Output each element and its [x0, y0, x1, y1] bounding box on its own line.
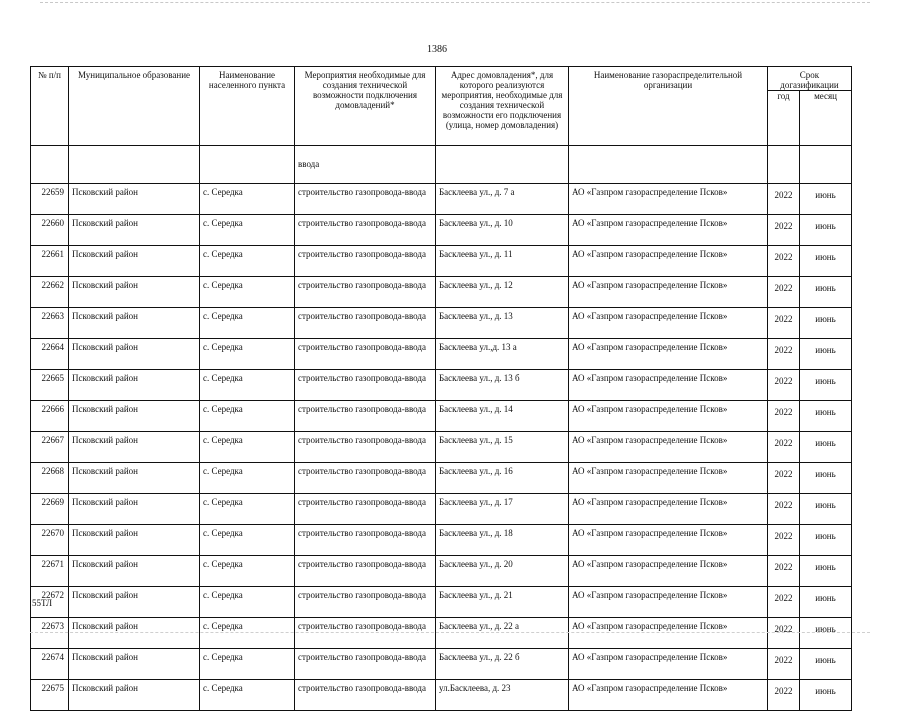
cell-year — [768, 680, 800, 711]
cell-measures: строительство газопровода-ввода — [295, 680, 436, 711]
cell-settlement: с. Середка — [200, 463, 295, 494]
cell-year — [768, 246, 800, 277]
cell-month: июнь — [800, 308, 852, 339]
cell-municipality: Псковский район — [69, 339, 200, 370]
cell-measures: строительство газопровода-ввода — [295, 525, 436, 556]
scan-artifact-top — [40, 2, 870, 3]
cell-municipality: Псковский район — [69, 680, 200, 711]
cell-address: Басклеева ул., д. 7 а — [436, 184, 569, 215]
cell-month: июнь — [800, 339, 852, 370]
cell-year — [768, 556, 800, 587]
cell-settlement: с. Середка — [200, 494, 295, 525]
cell-address: Басклеева ул., д. 12 — [436, 277, 569, 308]
cell-organization: АО «Газпром газораспределение Псков» — [569, 587, 768, 618]
cell-month: июнь — [800, 618, 852, 649]
cell-municipality: Псковский район — [69, 215, 200, 246]
cell-address: Басклеева ул., д. 14 — [436, 401, 569, 432]
cell-settlement: с. Середка — [200, 370, 295, 401]
cell-address: Басклеева ул., д. 21 — [436, 587, 569, 618]
cell-measures: строительство газопровода-ввода — [295, 339, 436, 370]
cell-num: 22662 — [31, 277, 69, 308]
cell-num: 22667 — [31, 432, 69, 463]
cell-month: июнь — [800, 556, 852, 587]
cell-organization: АО «Газпром газораспределение Псков» — [569, 277, 768, 308]
cell-municipality: Псковский район — [69, 463, 200, 494]
cell-municipality: Псковский район — [69, 618, 200, 649]
cell-num: 22673 — [31, 618, 69, 649]
cell-organization: АО «Газпром газораспределение Псков» — [569, 184, 768, 215]
table-row — [31, 246, 852, 277]
continuation-row — [31, 146, 852, 184]
cell-year — [768, 618, 800, 649]
cell-organization: АО «Газпром газораспределение Псков» — [569, 246, 768, 277]
table-row — [31, 401, 852, 432]
cell-measures: строительство газопровода-ввода — [295, 215, 436, 246]
cell-address: Басклеева ул., д. 22 а — [436, 618, 569, 649]
continuation-measures: ввода — [295, 146, 436, 184]
cell-address: Басклеева ул., д. 18 — [436, 525, 569, 556]
cell-address: Басклеева ул., д. 11 — [436, 246, 569, 277]
cell-municipality: Псковский район — [69, 525, 200, 556]
cell-settlement: с. Середка — [200, 184, 295, 215]
header-address: Адрес домовладения*, для которого реализуются мероприятия, необходимые для создания технической возможности его подключения (улица, номер домовладения) — [436, 67, 569, 146]
cell-num: 22665 — [31, 370, 69, 401]
cell-year-value: 2022 — [774, 593, 793, 603]
cell-settlement: с. Середка — [200, 246, 295, 277]
cell-measures: строительство газопровода-ввода — [295, 370, 436, 401]
table-row — [31, 184, 852, 215]
cell-organization: АО «Газпром газораспределение Псков» — [569, 494, 768, 525]
cell-settlement: с. Середка — [200, 401, 295, 432]
table-row — [31, 618, 852, 649]
footer-code: 55ТЛ — [32, 598, 53, 608]
cell-num: 22659 — [31, 184, 69, 215]
cell-num: 22664 — [31, 339, 69, 370]
cell-organization: АО «Газпром газораспределение Псков» — [569, 215, 768, 246]
table-row — [31, 587, 852, 618]
cell-year — [768, 401, 800, 432]
cell-measures: строительство газопровода-ввода — [295, 184, 436, 215]
cell-num: 22666 — [31, 401, 69, 432]
cell-month: июнь — [800, 494, 852, 525]
cell-num: 22661 — [31, 246, 69, 277]
table-row — [31, 649, 852, 680]
cell-municipality: Псковский район — [69, 246, 200, 277]
cell-month: июнь — [800, 432, 852, 463]
cell-address: Басклеева ул., д. 20 — [436, 556, 569, 587]
cell-month: июнь — [800, 401, 852, 432]
cell-year-value: 2022 — [774, 283, 793, 293]
cell-organization: АО «Газпром газораспределение Псков» — [569, 370, 768, 401]
cell-num: 22660 — [31, 215, 69, 246]
table-row — [31, 432, 852, 463]
gasification-table — [30, 66, 852, 711]
cell-num: 22675 — [31, 680, 69, 711]
cell-address: Басклеева ул., д. 16 — [436, 463, 569, 494]
cell-settlement: с. Середка — [200, 525, 295, 556]
cell-settlement: с. Середка — [200, 649, 295, 680]
cell-organization: АО «Газпром газораспределение Псков» — [569, 556, 768, 587]
cell-settlement: с. Середка — [200, 680, 295, 711]
cell-settlement: с. Середка — [200, 618, 295, 649]
cell-municipality: Псковский район — [69, 556, 200, 587]
cell-year — [768, 525, 800, 556]
cell-settlement: с. Середка — [200, 339, 295, 370]
cell-measures: строительство газопровода-ввода — [295, 277, 436, 308]
cell-year-value: 2022 — [774, 345, 793, 355]
header-num: № п/п — [31, 67, 69, 146]
cell-year-value: 2022 — [774, 252, 793, 262]
cell-address: Басклеева ул., д. 10 — [436, 215, 569, 246]
cell-month: июнь — [800, 680, 852, 711]
cell-month: июнь — [800, 649, 852, 680]
cell-year — [768, 587, 800, 618]
cell-measures: строительство газопровода-ввода — [295, 494, 436, 525]
scan-artifact-bottom — [30, 632, 870, 633]
cell-settlement: с. Середка — [200, 308, 295, 339]
cell-year — [768, 370, 800, 401]
cell-address: Басклеева ул., д. 13 — [436, 308, 569, 339]
cell-organization: АО «Газпром газораспределение Псков» — [569, 432, 768, 463]
cell-year-value: 2022 — [774, 500, 793, 510]
table-row — [31, 494, 852, 525]
cell-address: ул.Басклеева, д. 23 — [436, 680, 569, 711]
cell-year-value: 2022 — [774, 469, 793, 479]
cell-year — [768, 215, 800, 246]
cell-year — [768, 184, 800, 215]
cell-organization: АО «Газпром газораспределение Псков» — [569, 525, 768, 556]
cell-year-value: 2022 — [774, 531, 793, 541]
cell-month: июнь — [800, 525, 852, 556]
cell-year-value: 2022 — [774, 221, 793, 231]
cell-num: 22670 — [31, 525, 69, 556]
header-month: месяц — [800, 91, 852, 146]
cell-month: июнь — [800, 277, 852, 308]
table-row — [31, 370, 852, 401]
table-row — [31, 556, 852, 587]
cell-measures: строительство газопровода-ввода — [295, 618, 436, 649]
cell-municipality: Псковский район — [69, 587, 200, 618]
cell-organization: АО «Газпром газораспределение Псков» — [569, 649, 768, 680]
cell-year-value: 2022 — [774, 655, 793, 665]
cell-year-value: 2022 — [774, 686, 793, 696]
cell-address: Басклеева ул., д. 15 — [436, 432, 569, 463]
cell-measures: строительство газопровода-ввода — [295, 463, 436, 494]
cell-settlement: с. Середка — [200, 432, 295, 463]
cell-year — [768, 432, 800, 463]
cell-address: Басклеева ул., д. 17 — [436, 494, 569, 525]
table-row — [31, 525, 852, 556]
table-row — [31, 308, 852, 339]
cell-municipality: Псковский район — [69, 401, 200, 432]
cell-num: 22669 — [31, 494, 69, 525]
header-municipality: Муниципальное образование — [69, 67, 200, 146]
cell-settlement: с. Середка — [200, 556, 295, 587]
cell-municipality: Псковский район — [69, 494, 200, 525]
cell-municipality: Псковский район — [69, 649, 200, 680]
cell-year-value: 2022 — [774, 438, 793, 448]
cell-address: Басклеева ул.,д. 13 а — [436, 339, 569, 370]
cell-settlement: с. Середка — [200, 277, 295, 308]
cell-month: июнь — [800, 215, 852, 246]
cell-year — [768, 463, 800, 494]
cell-organization: АО «Газпром газораспределение Псков» — [569, 463, 768, 494]
cell-settlement: с. Середка — [200, 215, 295, 246]
page-number: 1386 — [427, 44, 447, 55]
cell-month: июнь — [800, 246, 852, 277]
cell-measures: строительство газопровода-ввода — [295, 587, 436, 618]
cell-year — [768, 649, 800, 680]
cell-num: 22663 — [31, 308, 69, 339]
cell-organization: АО «Газпром газораспределение Псков» — [569, 680, 768, 711]
cell-municipality: Псковский район — [69, 370, 200, 401]
cell-measures: строительство газопровода-ввода — [295, 649, 436, 680]
cell-year — [768, 494, 800, 525]
cell-year-value: 2022 — [774, 376, 793, 386]
cell-year-value: 2022 — [774, 190, 793, 200]
cell-num: 22674 — [31, 649, 69, 680]
cell-measures: строительство газопровода-ввода — [295, 246, 436, 277]
cell-organization: АО «Газпром газораспределение Псков» — [569, 308, 768, 339]
cell-year — [768, 277, 800, 308]
cell-num: 22671 — [31, 556, 69, 587]
cell-municipality: Псковский район — [69, 277, 200, 308]
table-row — [31, 463, 852, 494]
cell-municipality: Псковский район — [69, 432, 200, 463]
cell-address: Басклеева ул., д. 13 б — [436, 370, 569, 401]
cell-measures: строительство газопровода-ввода — [295, 432, 436, 463]
table-row — [31, 215, 852, 246]
cell-measures: строительство газопровода-ввода — [295, 556, 436, 587]
table-row — [31, 277, 852, 308]
cell-year-value: 2022 — [774, 314, 793, 324]
cell-year-value: 2022 — [774, 624, 793, 634]
cell-year-value: 2022 — [774, 407, 793, 417]
header-deadline: Срок догазификации — [768, 67, 852, 91]
cell-num: 22668 — [31, 463, 69, 494]
cell-month: июнь — [800, 587, 852, 618]
header-year: год — [768, 91, 800, 146]
cell-settlement: с. Середка — [200, 587, 295, 618]
cell-organization: АО «Газпром газораспределение Псков» — [569, 401, 768, 432]
cell-month: июнь — [800, 370, 852, 401]
cell-organization: АО «Газпром газораспределение Псков» — [569, 618, 768, 649]
cell-month: июнь — [800, 463, 852, 494]
cell-year-value: 2022 — [774, 562, 793, 572]
cell-measures: строительство газопровода-ввода — [295, 308, 436, 339]
header-organization: Наименование газораспределительной организации — [569, 67, 768, 146]
header-settlement: Наименование населенного пункта — [200, 67, 295, 146]
cell-num: 22672 — [31, 587, 69, 618]
cell-municipality: Псковский район — [69, 184, 200, 215]
cell-municipality: Псковский район — [69, 308, 200, 339]
table-row — [31, 339, 852, 370]
cell-address: Басклеева ул., д. 22 б — [436, 649, 569, 680]
header-measures: Мероприятия необходимые для создания технической возможности подключения домовладений* — [295, 67, 436, 146]
cell-year — [768, 339, 800, 370]
cell-month: июнь — [800, 184, 852, 215]
table-row — [31, 680, 852, 711]
cell-measures: строительство газопровода-ввода — [295, 401, 436, 432]
cell-year — [768, 308, 800, 339]
table-header-row — [31, 67, 852, 91]
cell-organization: АО «Газпром газораспределение Псков» — [569, 339, 768, 370]
